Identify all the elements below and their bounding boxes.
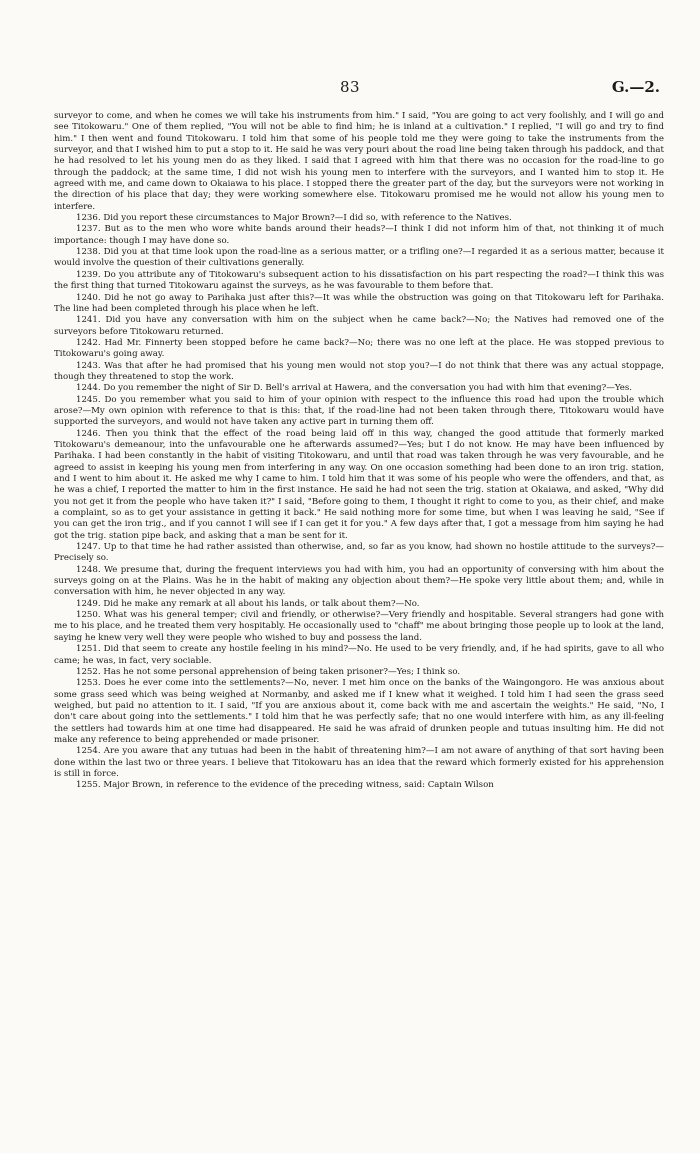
paragraph: 1251. Did that seem to create any hostile feeling in his mind?—No. He used to be very friendly, and, if he had spirits, gave to all who came; he was, in fact, very sociable.	[54, 644, 664, 666]
paragraph: 1238. Did you at that time look upon the road-line as a serious matter, or a trifling one?—I regarded it as a serious matter, because it would involve the question of their cultivations generally.	[54, 247, 664, 269]
paragraph: 1240. Did he not go away to Parihaka just after this?—It was while the obstruction was going on that Titokowaru left for Parihaka. The line had been completed through his place when he left.	[54, 292, 665, 314]
paragraph: 1244. Do you remember the night of Sir D. Bell's arrival at Hawera, and the conversation you had with him that evening?—Yes.	[76, 383, 632, 394]
paragraph: 1250. What was his general temper; civil and friendly, or otherwise?—Very friendly and hospitable. Several strangers had gone with me to his place, and he treated them very hospitably. He occasionally used to "chaff" me about bringing those people up to look at the land, saying he knew very well they were people who wished to buy and possess the land.	[54, 610, 665, 643]
paragraph: 1255. Major Brown, in reference to the evidence of the preceding witness, said: Captain Wilson	[76, 780, 494, 791]
paragraph: 1253. Does he ever come into the settlements?—No, never. I met him once on the banks of the Waingongoro. He was anxious about some grass seed which was being weighed at Normanby, and asked me if I knew what it weighed. I told him I had seen the grass seed weighed, but paid no attention to it. I said, "If you are anxious about it, come back with me and ascertain the weights." He said, "No, I don't care about going into the settlements." I told him that he was perfectly safe; that no one would interfere with him, as any ill-feeling the settlers had towards him at one time had disappeared. He said he was afraid of drunken people and tutuas insulting him. He did not make any reference to being apprehended or made prisoner.	[54, 678, 665, 745]
paragraph: 1254. Are you aware that any tutuas had been in the habit of threatening him?—I am not aware of anything of that sort having been done within the last two or three years. I believe that Titokowaru has an idea that the reward which formerly existed for his apprehension is still in force.	[54, 746, 664, 779]
paragraph: 1239. Do you attribute any of Titokowaru's subsequent action to his dissatisfaction on his part respecting the road?—I think this was the first thing that turned Titokowaru against the surveys, as he was favourable to them before that.	[54, 269, 665, 292]
paragraph: surveyor to come, and when he comes we will take his instruments from him." I said, "You are going to act very foolishly, and I will go and see Titokowaru." One of them replied, "You will not be able to find him; he is inland at a cultivation." I replied, "I will go and try to find him." I then went and found Titokowaru. I told him that some of his people told me they were going to take the instruments from the surveyor, and that I wished him to put a stop to it. He said he was very pouri about the road line being taken through his paddock, and that he had resolved to let his young men do as they liked. I said that I agreed with him that there was no occasion for the road-line to go through the paddock; at the same time, I did not wish his young men to interfere with the surveyors, and I wanted him to stop it. He agreed with me, and came down to Okaiawa to his place. I stopped there the greater part of the day, but the surveyors were not working in the direction of his place that day; they were working somewhere else. Titokowaru promised me he would not allow his young men to interfere.	[54, 111, 664, 212]
paragraph: 1236. Did you report these circumstances to Major Brown?—I did so, with reference to the Natives.	[76, 213, 512, 224]
paragraph: 1249. Did he make any remark at all about his lands, or talk about them?—No.	[76, 598, 420, 609]
paragraph: 1242. Had Mr. Finnerty been stopped before he came back?—No; there was no one left at the place. He was stopped previous to Titokowaru's going away.	[54, 337, 664, 360]
paragraph: 1246. Then you think that the effect of the road being laid off in this way, changed the good attitude that formerly marked Titokowaru's demeanour, into the unfavourable one he afterwards assumed?—Yes; but I do not know. He may have been influenced by Parihaka. I had been constantly in the habit of visiting Titokowaru, and until that road was taken through he was very favourable, and he agreed to assist in keeping his young men from interfering in any way. On one occasion something had been done to an iron trig. station, and I went to him about it. He asked me why I came to him. I told him that it was some of his people who were the offenders, and that, as he was a chief, I reported the matter to him in the first instance. He said he had not seen the trig. station at Okaiawa, and asked, "Why did you not get it from the people who have taken it?" I said, "Before going to them, I thought it right to come to you, as their chief, and make a complaint, so as to get your assistance in getting it back." He said nothing more for some time, but when I was leaving he said, "See if you can get the iron trig., and if you cannot I will see if I can get it for you." A few days after that, I got a message from him saying he had got the trig. station pipe back, and asking that a man be sent for it.	[54, 428, 664, 541]
paragraph: 1248. We presume that, during the frequent interviews you had with him, you had an opportunity of conversing with him about the surveys going on at the Plains. Was he in the habit of making any objection about them?—He spoke very little about them; and, while in conversation with him, he never objected in any way.	[54, 564, 664, 598]
paragraph: 1245. Do you remember what you said to him of your opinion with respect to the influence this road had upon the trouble which arose?—My own opinion with reference to that is this: that, if the road-line had not been taken through there, Titokowaru would have supported the surveyors, and would not have taken any active part in turning them off.	[54, 394, 665, 428]
paragraph: 1237. But as to the men who wore white bands around their heads?—I think I did not inform him of that, not thinking it of much importance: though I may have done so.	[54, 224, 665, 246]
testimony-body	[54, 111, 664, 792]
paragraph: 1241. Did you have any conversation with him on the subject when he came back?—No; the Natives had removed one of the surveyors before Titokowaru returned.	[54, 315, 664, 337]
paragraph: 1247. Up to that time he had rather assisted than otherwise, and, so far as you know, had shown no hostile attitude to the surveys?—Precisely so.	[54, 542, 665, 564]
document-reference: G.—2.	[611, 78, 660, 96]
paragraph: 1252. Has he not some personal apprehension of being taken prisoner?—Yes; I think so.	[76, 666, 461, 677]
page-header	[0, 78, 700, 102]
page-number: 83	[339, 78, 361, 96]
paragraph: 1243. Was that after he had promised that his young men would not stop you?—I do not think that there was any actual stoppage, though they threatened to stop the work.	[54, 360, 665, 382]
